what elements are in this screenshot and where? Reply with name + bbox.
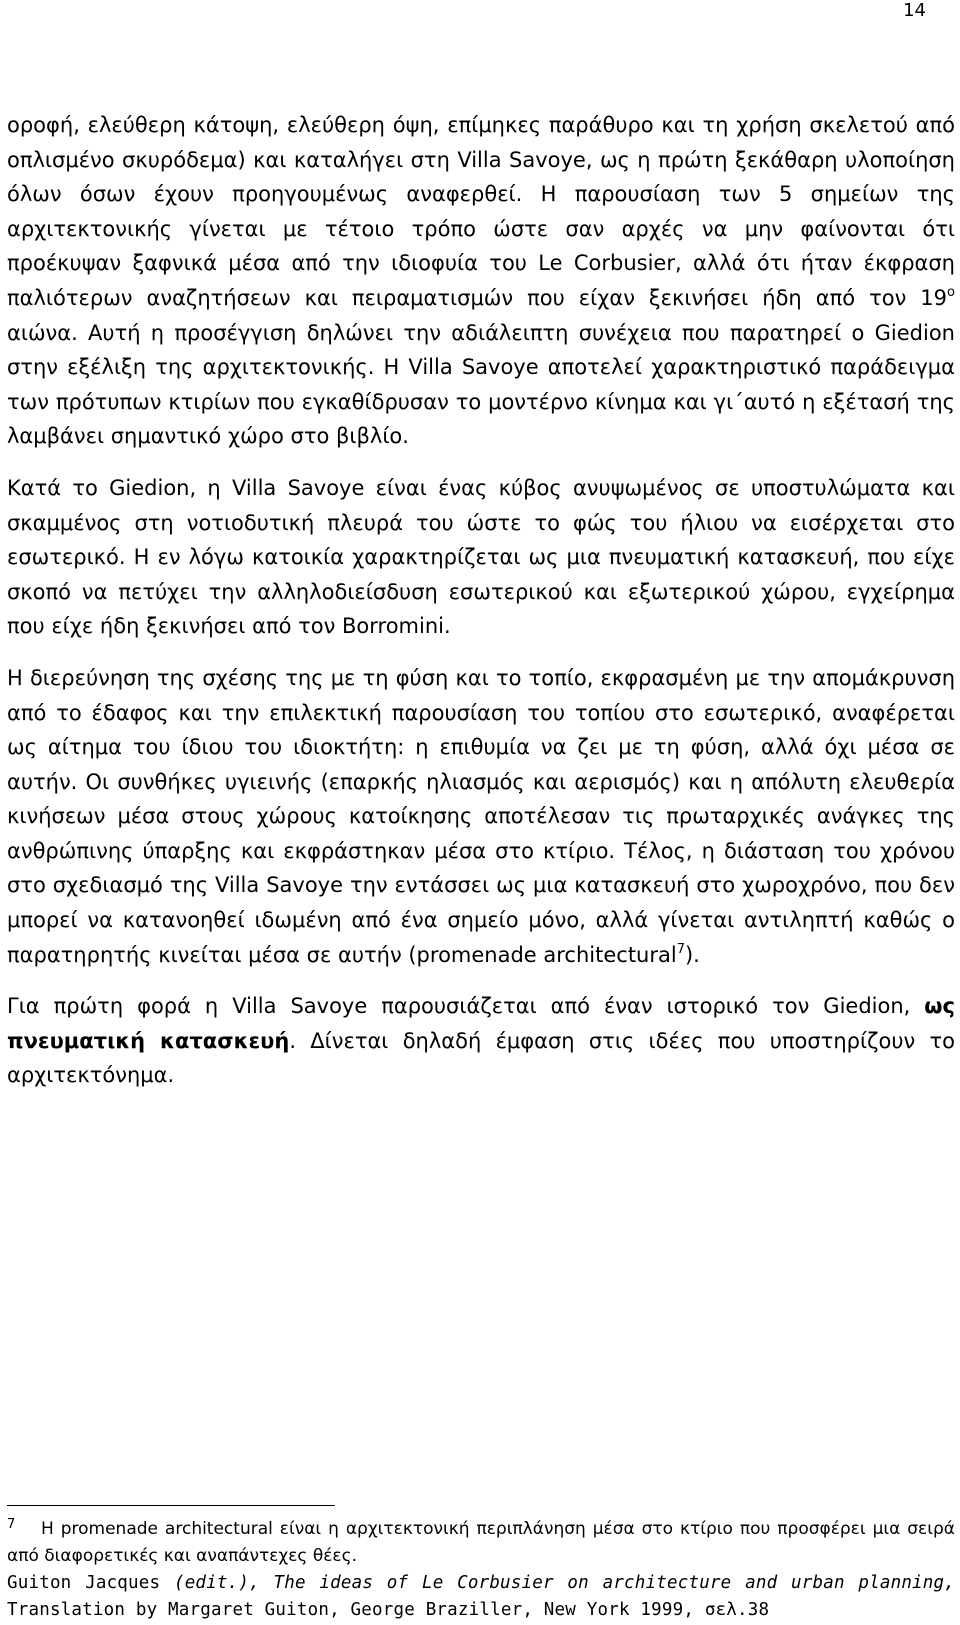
footnote-separator	[7, 1505, 335, 1506]
citation-publication: Translation by Margaret Guiton, George Braziller, New York 1999, σελ.38	[7, 1600, 770, 1620]
paragraph-3-text: Η διερεύνηση της σχέσης της με τη φύση και το τοπίο, εκφρασμένη με την απομάκρυνση από το έδαφος και την επιλεκτική παρουσίαση του τοπίου στο εσωτερικό, αναφέρεται ως αίτημα του ίδιου του ιδιοκτήτη: η επιθυμία να ζει με τη φύση, αλλά όχι μέσα σε αυτήν. Οι συνθήκες υγιεινής (επαρκής ηλιασμός και αερισμός) και η απόλυτη ελευθερία κινήσεων μέσα στους χώρους κατοίκησης αποτέλεσαν τις πρωταρχικές ανάγκες της ανθρώπινης ύπαρξης και εκφράστηκαν μέσα στο κτίριο. Τέλος, η διάσταση του χρόνου στο σχεδιασμό της Villa Savoye την εντάσσει ως μια κατασκευή στο χωροχρόνο, που δεν μπορεί να κατανοηθεί ιδωμένη από ένα σημείο μόνο, αλλά γίνεται αντιληπτή καθώς ο παρατηρητής κινείται μέσα σε αυτήν (promenade architectural	[7, 665, 955, 967]
paragraph-3-text-end: ).	[684, 942, 700, 967]
footnote-citation	[7, 1570, 955, 1624]
footnote-7: 7 Η promenade architectural είναι η αρχιτεκτονική περιπλάνηση μέσα στο κτίριο που προσφέρει μια σειρά από διαφορετικές και αναπάντεχες θέες.	[7, 1517, 955, 1566]
paragraph-1	[7, 108, 955, 454]
paragraph-4-text-a: Για πρώτη φορά η Villa Savoye παρουσιάζεται από έναν ιστορικό τον Giedion,	[7, 994, 925, 1019]
body-text	[7, 108, 955, 1110]
paragraph-4-text-b: . Δίνεται δηλαδή έμφαση στις ιδέες που υποστηρίζουν το αρχιτεκτόνημα.	[7, 1028, 956, 1088]
paragraph-1-text-b: αιώνα. Αυτή η προσέγγιση δηλώνει την αδιάλειπτη συνέχεια που παρατηρεί ο Giedion στην εξέλιξη της αρχιτεκτονικής. Η Villa Savoye αποτελεί χαρακτηριστικό παράδειγμα των πρότυπων κτιρίων που εγκαθίδρυσαν το μοντέρνο κίνημα και γι΄αυτό η εξέτασή της λαμβάνει σημαντικό χώρο στο βιβλίο.	[7, 320, 955, 449]
emphasis-bold: ως πνευματική κατασκευή	[7, 994, 955, 1053]
citation-author: Guiton Jacques	[7, 1573, 174, 1593]
footnotes	[7, 1516, 955, 1624]
paragraph-3	[7, 661, 955, 972]
citation-title: (edit.), The ideas of Le Corbusier on architecture and urban planning,	[173, 1573, 955, 1593]
paragraph-4	[7, 989, 955, 1093]
paragraph-1-text-a: οροφή, ελεύθερη κάτοψη, ελεύθερη όψη, επίμηκες παράθυρο και τη χρήση σκελετού από οπλισμένο σκυρόδεμα) και καταλήγει στη Villa Savoye, ως η πρώτη ξεκάθαρη υλοποίηση όλων όσων έχουν προηγουμένως αναφερθεί. Η παρουσίαση των 5 σημείων της αρχιτεκτονικής γίνεται με τέτοιο τρόπο ώστε σαν αρχές να μην φαίνονται ότι προέκυψαν ξαφνικά μέσα από την ιδιοφυία του Le Corbusier, αλλά ότι ήταν έκφραση παλιότερων αναζητήσεων και πειραματισμών που είχαν ξεκινήσει ήδη από τον 19	[7, 113, 955, 310]
paragraph-2: Κατά το Giedion, η Villa Savoye είναι ένας κύβος ανυψωμένος σε υποστυλώματα και σκαμμένος στη νοτιοδυτική πλευρά του ώστε το φώς του ήλιου να εισέρχεται στο εσωτερικό. Η εν λόγω κατοικία χαρακτηρίζεται ως μια πνευματική κατασκευή, που είχε σκοπό να πετύχει την αλληλοδιείσδυση εσωτερικού και εξωτερικού χώρου, εγχείρημα που είχε ήδη ξεκινήσει από τον Borromini.	[7, 475, 955, 639]
footnote-reference: 7	[676, 941, 685, 957]
footnote-7-text: Η promenade architectural είναι η αρχιτεκτονική περιπλάνηση μέσα στο κτίριο που προσφέρει μια σειρά από διαφορετικές και αναπάντεχες θέες.	[7, 1519, 955, 1566]
ordinal-superscript: ο	[947, 284, 955, 300]
page-number: 14	[903, 0, 926, 21]
